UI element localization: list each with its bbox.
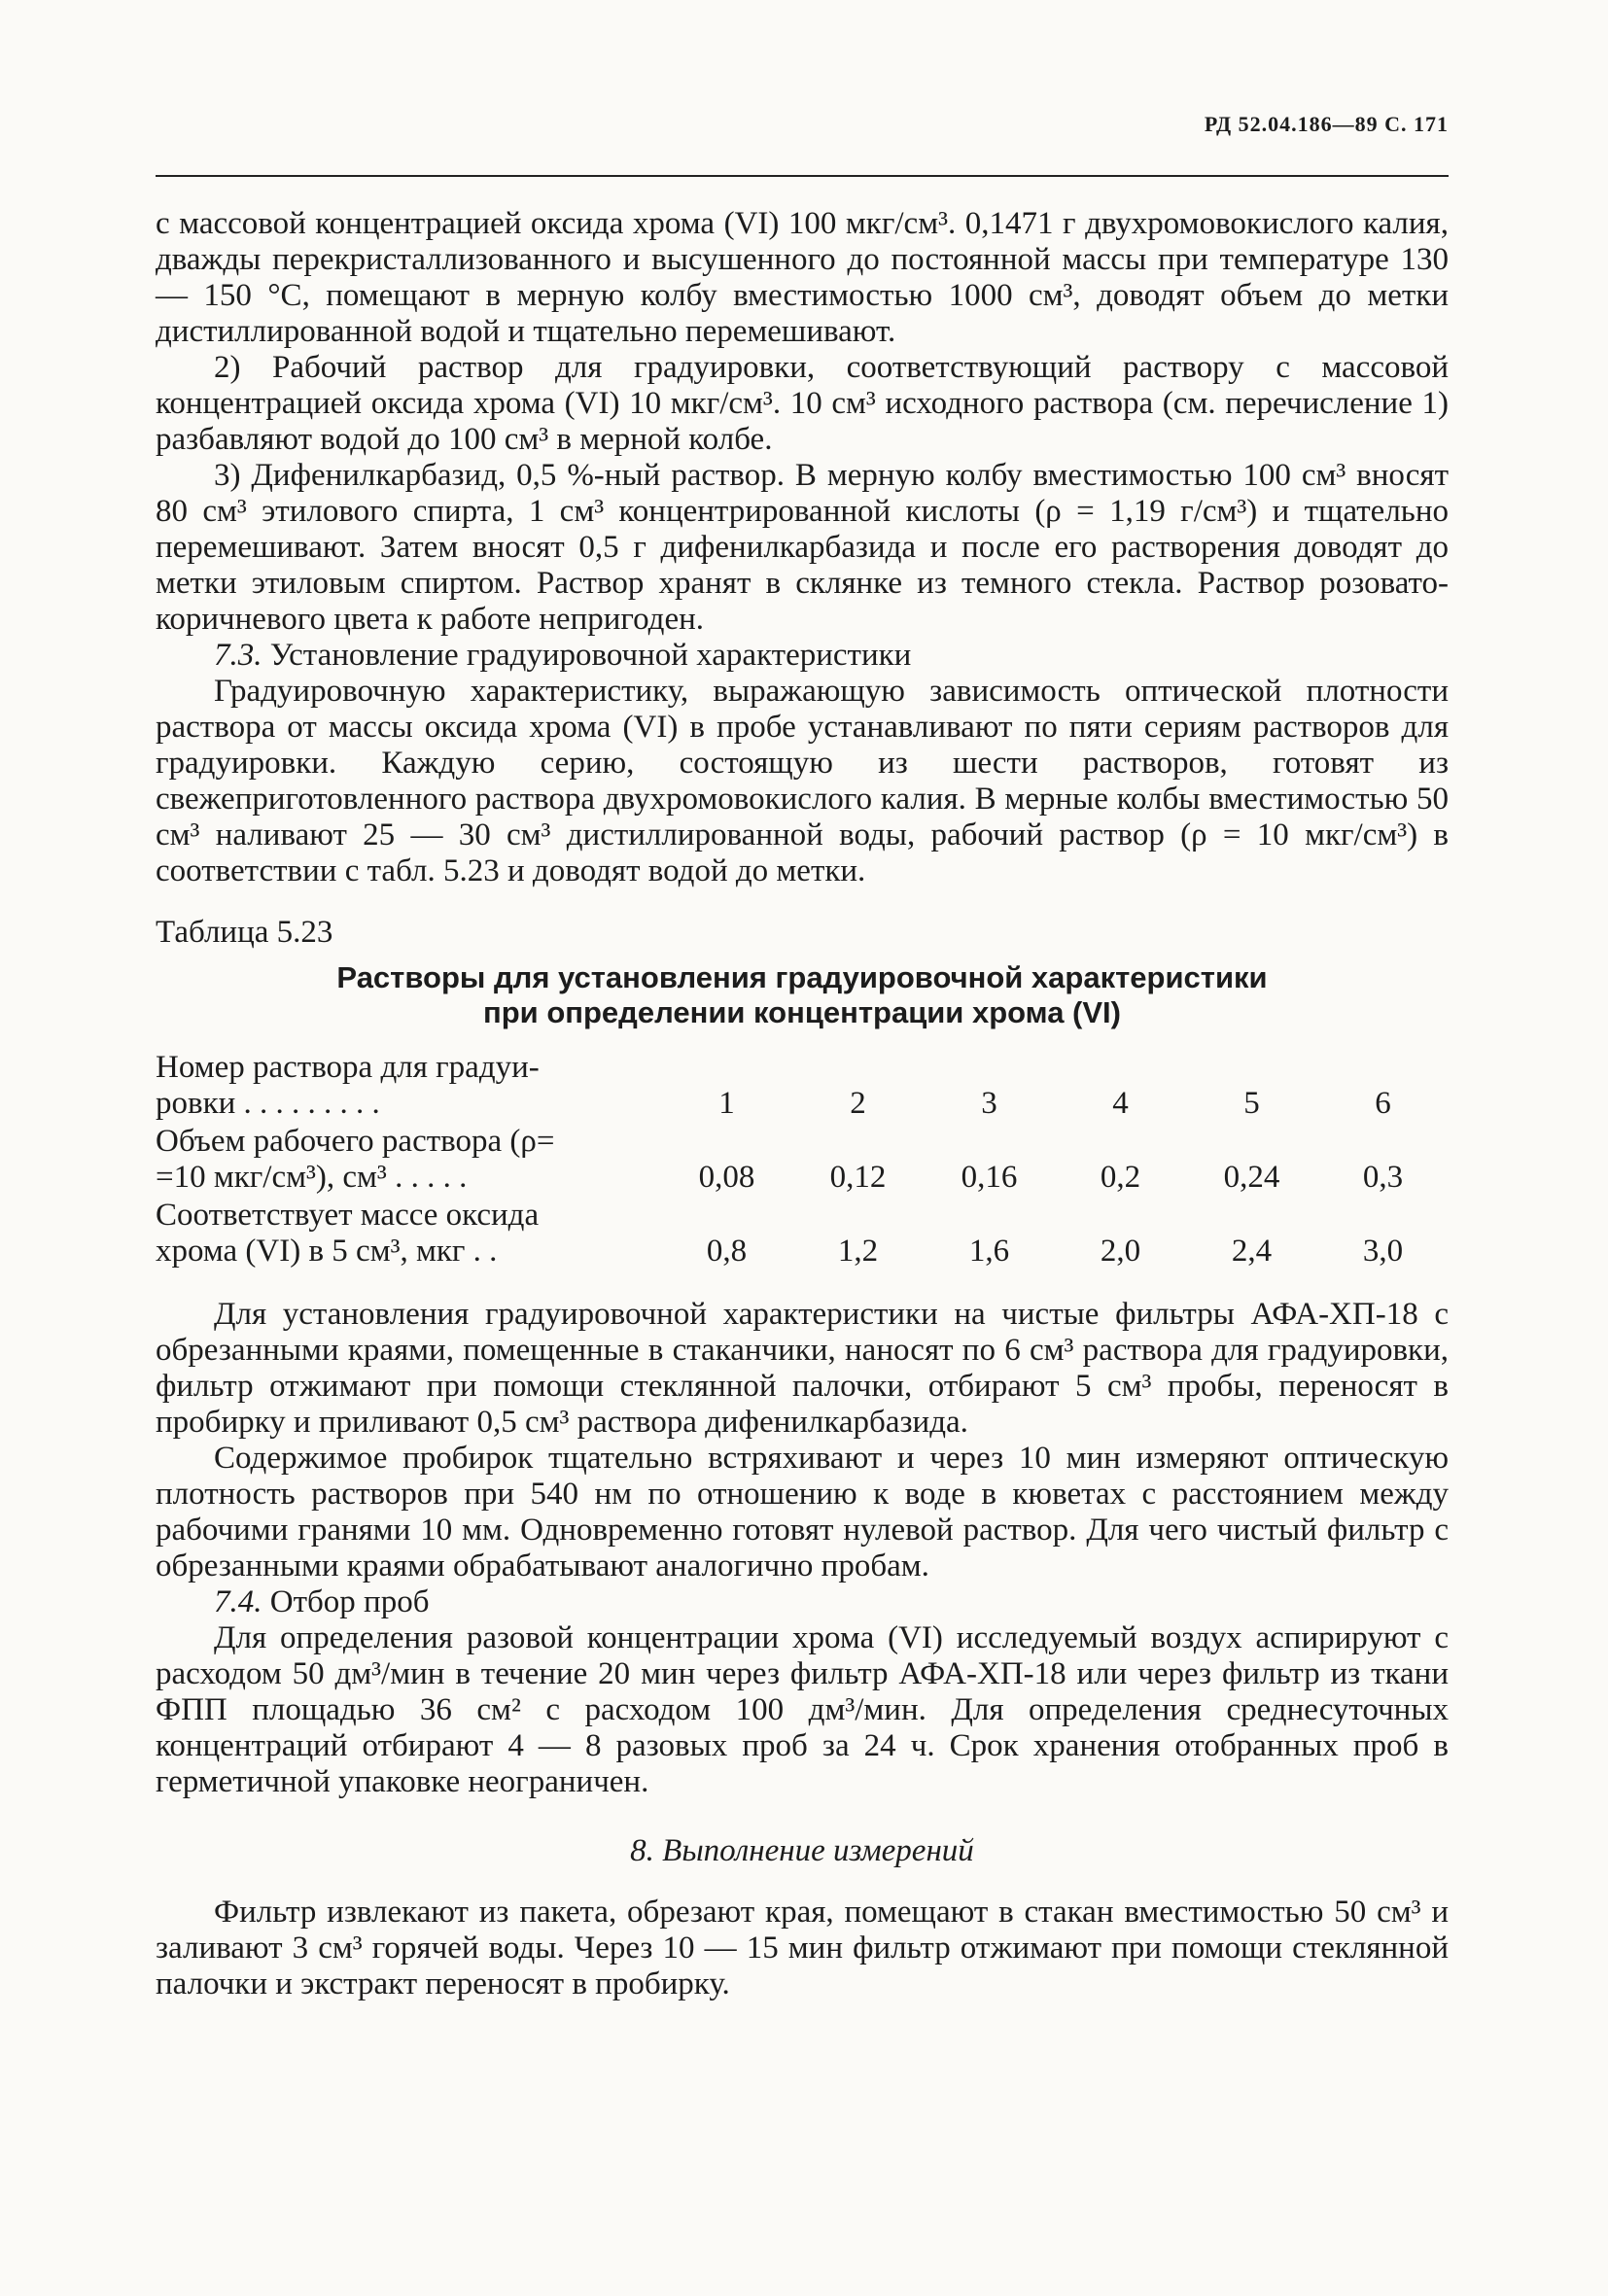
table-cell: 0,3 (1362, 1160, 1404, 1195)
table-cell: 2,0 (1100, 1234, 1141, 1269)
page-body (156, 206, 1449, 2002)
table-cell: 3 (981, 1086, 997, 1121)
table-cell: 3,0 (1362, 1234, 1404, 1269)
paragraph-diphenylcarbazide: 3) Дифенилкарбазид, 0,5 %-ный раствор. В мерную колбу вместимостью 100 см³ вносят 80 см³ этилового спирта, 1 см³ концентрированной кислоты (ρ = 1,19 г/см³) и тщательно перемешивают. Затем вносят 0,5 г дифенилкарбазида и после его растворения доводят до метки этиловым спиртом. Раствор хранят в склянке из темного стекла. Раствор розовато-коричневого цвета к работе непригоден. (156, 458, 1449, 637)
paragraph-calibration: Градуировочную характеристику, выражающую зависимость оптической плотности раствора от массы оксида хрома (VI) в пробе устанавливают по пяти сериям растворов для градуировки. Каждую серию, состоящую из шести растворов, готовят из свежеприготовленного раствора двухромовокислого калия. В мерные колбы вместимостью 50 см³ наливают 25 — 30 см³ дистиллированной воды, рабочий раствор (ρ = 10 мкг/см³) в соответствии с табл. 5.23 и доводят водой до метки. (156, 674, 1449, 888)
subsection-7-3-number: 7.3. (214, 638, 262, 673)
section-8-heading: 8. Выполнение измерений (630, 1833, 974, 1868)
table-row-chromium-mass (156, 1196, 1449, 1270)
table-cell: 1,6 (968, 1234, 1010, 1269)
paragraph-filter-procedure: Для установления градуировочной характеристики на чистые фильтры АФА-ХП-18 с обрезанными краями, помещенные в стаканчики, наносят по 6 см³ раствора для градуировки, фильтр отжимают при помощи стеклянной палочки, отбирают 5 см³ пробы, переносят в пробирку и приливают 0,5 см³ раствора дифенилкарбазида. (156, 1297, 1449, 1440)
subsection-7-4-number: 7.4. (214, 1584, 262, 1619)
row-label: Объем рабочего раствора (ρ= =10 мкг/см³), см³ . . . . . (156, 1124, 555, 1195)
paragraph-working-solution: 2) Рабочий раствор для градуировки, соответствующий раствору с массовой концентрацией оксида хрома (VI) 10 мкг/см³. 10 см³ исходного раствора (см. перечисление 1) разбавляют водой до 100 см³ в мерной колбе. (156, 350, 1449, 457)
table-row-working-volume (156, 1122, 1449, 1196)
table-cell: 0,08 (698, 1160, 755, 1195)
table-cell: 5 (1243, 1086, 1260, 1121)
calibration-table (156, 1050, 1449, 1270)
running-header: РД 52.04.186—89 С. 171 (1204, 112, 1449, 136)
table-cell: 0,8 (706, 1234, 748, 1269)
table-cell: 0,2 (1100, 1160, 1141, 1195)
table-cell: 1 (718, 1086, 735, 1121)
subsection-7-3-title: Установление градуировочной характеристики (269, 638, 912, 673)
table-cell: 0,12 (829, 1160, 887, 1195)
table-title (156, 960, 1449, 1030)
table-cell: 1,2 (837, 1234, 879, 1269)
paragraph-measurement: Фильтр извлекают из пакета, обрезают края, помещают в стакан вместимостью 50 см³ и заливают 3 см³ горячей воды. Через 10 — 15 мин фильтр отжимают при помощи стеклянной палочки и экстракт переносят в пробирку. (156, 1895, 1449, 2001)
table-cell: 6 (1375, 1086, 1391, 1121)
table-cell: 0,24 (1223, 1160, 1280, 1195)
table-title-line-1: Растворы для установления градуировочной характеристики (336, 960, 1268, 994)
header-divider (156, 175, 1449, 177)
table-cell: 2 (850, 1086, 866, 1121)
paragraph-stock-solution: с массовой концентрацией оксида хрома (VI) 100 мкг/см³. 0,1471 г двухромовокислого калия, дважды перекристаллизованного и высушенного до постоянной массы при температуре 130 — 150 °С, помещают в мерную колбу вместимостью 1000 см³, доводят объем до метки дистиллированной водой и тщательно перемешивают. (156, 206, 1449, 349)
table-cell: 2,4 (1231, 1234, 1273, 1269)
table-caption: Таблица 5.23 (156, 915, 333, 950)
table-cell: 4 (1112, 1086, 1129, 1121)
subsection-7-4-heading (156, 1584, 1449, 1620)
paragraph-sampling: Для определения разовой концентрации хрома (VI) исследуемый воздух аспирируют с расходом 50 дм³/мин в течение 20 мин через фильтр АФА-ХП-18 или через фильтр из ткани ФПП площадью 36 см² с расходом 100 дм³/мин. Для определения среднесуточных концентраций отбирают 4 — 8 разовых проб за 24 ч. Срок хранения отобранных проб в герметичной упаковке неограничен. (156, 1620, 1449, 1799)
table-cell: 0,16 (961, 1160, 1018, 1195)
table-title-line-2: при определении концентрации хрома (VI) (482, 995, 1121, 1029)
row-label: Номер раствора для градуи- ровки . . . . . . . . . (156, 1050, 540, 1121)
row-label: Соответствует массе оксида хрома (VI) в 5 см³, мкг . . (156, 1198, 540, 1269)
paragraph-optical-density: Содержимое пробирок тщательно встряхивают и через 10 мин измеряют оптическую плотность растворов при 540 нм по отношению к воде в кюветах с расстоянием между рабочими гранями 10 мм. Одновременно готовят нулевой раствор. Для чего чистый фильтр с обрезанными краями обрабатывают аналогично пробам. (156, 1441, 1449, 1583)
subsection-7-3-heading (156, 638, 1449, 674)
subsection-7-4-title: Отбор проб (269, 1584, 430, 1619)
table-row-solution-number (156, 1050, 1449, 1122)
